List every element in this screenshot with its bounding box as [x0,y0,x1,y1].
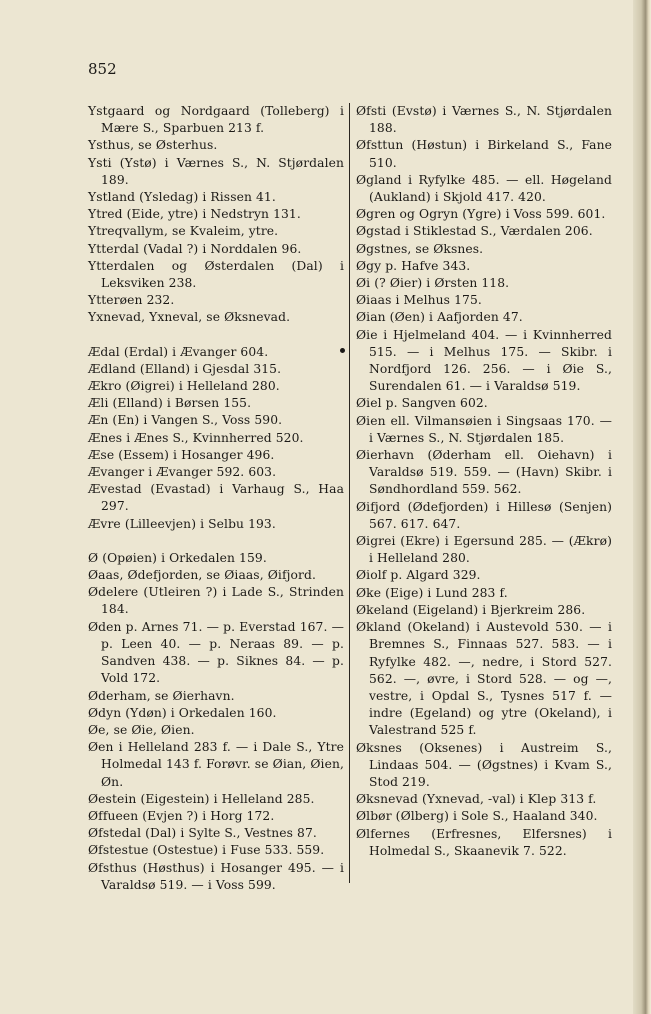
index-entry: Ytreqvallym, se Kvaleim, ytre. [88,224,279,239]
index-entry: Ysthus, se Østerhus. [88,138,218,153]
page-number: 852 [88,60,117,78]
index-entry: Ævre (Lilleevjen) i Selbu 193. [88,516,276,531]
index-entry: Æli (Elland) i Børsen 155. [88,396,252,411]
index-entry: Øierhavn (Øderham ell. Oiehavn) i Varaldsø 519. 559. — (Havn) Skibr. i Søndhordland 559. 562. [356,448,612,497]
index-entry: Øfsthus (Høsthus) i Hosanger 495. — i Varaldsø 519. — i Voss 599. [88,860,344,892]
index-entry: Ødelere (Utleiren ?) i Lade S., Strinden 184. [88,585,344,617]
index-entry: Øden p. Arnes 71. — p. Everstad 167. — p. Leen 40. — p. Neraas 89. — p. Sandven 438. — p. Siknes 84. — p. Vold 172. [88,619,344,686]
index-entry: Ænes i Ænes S., Kvinnherred 520. [88,430,304,445]
index-entry: Øffueen (Evjen ?) i Horg 172. [88,808,275,823]
index-entry: Øestein (Eigestein) i Helleland 285. [88,791,315,806]
index-entry: Ytterdalen og Østerdalen (Dal) i Leksviken 238. [88,258,344,291]
index-entry: Øfstedal (Dal) i Sylte S., Vestnes 87. [88,826,317,841]
index-entry: Øe, se Øie, Øien. [88,722,195,737]
index-entry: Ædal (Erdal) i Ævanger 604. [88,344,269,359]
index-entry: Øfsti (Evstø) i Værnes S., N. Stjørdalen 188. [356,104,612,136]
index-entry: Ø (Opøien) i Orkedalen 159. [88,550,267,565]
index-entry: Øgren og Ogryn (Ygre) i Voss 599. 601. [356,207,606,222]
index-entry: Øgy p. Hafve 343. [356,258,471,273]
index-entry: Økeland (Eigeland) i Bjerkreim 286. [356,602,586,617]
index-entry: Øgstnes, se Øksnes. [356,241,484,256]
index-entry: Øi (? Øier) i Ørsten 118. [356,276,510,291]
index-entry: Øfsttun (Høstun) i Birkeland S., Fane 510. [356,138,612,170]
index-entry: Øiolf p. Algard 329. [356,568,481,583]
index-entry: Øien ell. Vilmansøien i Singsaas 170. — i Værnes S., N. Stjørdalen 185. [356,413,612,445]
index-entry: Øgstad i Stiklestad S., Værdalen 206. [356,224,593,239]
index-entry: Øaas, Ødefjorden, se Øiaas, Øifjord. [88,568,316,583]
index-entry: Ølfernes (Erfresnes, Elfersnes) i Holmedal S., Skaanevik 7. 522. [356,826,612,858]
index-entry: Ystland (Ysledag) i Rissen 41. [88,190,276,205]
index-entry: Yxnevad, Yxneval, se Øksnevad. [88,310,291,325]
index-entry: Ytred (Eide, ytre) i Nedstryn 131. [88,207,301,222]
index-entry: Ævestad (Evastad) i Varhaug S., Haa 297. [88,482,344,514]
index-entry: Økland (Okeland) i Austevold 530. — i Bremnes S., Finnaas 527. 583. — i Ryfylke 482. —, nedre, i Stord 527. 562. —, øvre, i Stord 528. — og —, vestre, i Opdal S., Tysnes 517 f. — indre (Egeland) og ytre (Okeland), i Valestrand 525 f. [356,620,612,738]
index-entry: Ødyn (Ydøn) i Orkedalen 160. [88,705,277,720]
page-edge [633,0,651,1014]
index-entry: Øifjord (Ødefjorden) i Hillesø (Senjen) 567. 617. 647. [356,499,612,531]
index-entry: Æse (Essem) i Hosanger 496. [88,447,275,462]
index-entry: Øian (Øen) i Aafjorden 47. [356,310,523,325]
index-entry: Ytterdal (Vadal ?) i Norddalen 96. [88,241,302,256]
index-entry: Øfstestue (Ostestue) i Fuse 533. 559. [88,843,325,858]
right-column [356,103,612,860]
column-divider [349,103,350,883]
index-entry: Ækro (Øigrei) i Helleland 280. [88,379,280,394]
index-entry: Ytterøen 232. [88,293,175,308]
index-entry: Øksnes (Oksenes) i Austreim S., Lindaas 504. — (Øgstnes) i Kvam S., Stod 219. [356,740,612,789]
index-entry: Ølbør (Ølberg) i Sole S., Haaland 340. [356,809,598,824]
index-entry: Ysti (Ystø) i Værnes S., N. Stjørdalen 189. [88,155,344,187]
index-entry: Øiaas i Melhus 175. [356,293,482,308]
index-entry: Øie i Hjelmeland 404. — i Kvinnherred 515. — i Melhus 175. — Skibr. i Nordfjord 126. 256. — i Øie S., Surendalen 61. — i Varaldsø 519. [356,327,612,394]
index-entry: Øksnevad (Yxnevad, -val) i Klep 313 f. [356,792,597,807]
index-entry: Øderham, se Øierhavn. [88,688,235,703]
index-entry: Øigrei (Ekre) i Egersund 285. — (Ækrø) i Helleland 280. [356,534,612,566]
index-entry: Øke (Eige) i Lund 283 f. [356,585,508,600]
left-column [88,103,344,894]
index-entry: Øen i Helleland 283 f. — i Dale S., Ytre Holmedal 143 f. Forøvr. se Øian, Øien, Øn. [88,740,344,789]
index-entry: Øgland i Ryfylke 485. — ell. Høgeland (Aukland) i Skjold 417. 420. [356,172,612,205]
index-entry: Æn (En) i Vangen S., Voss 590. [88,413,283,428]
index-entry: Ædland (Elland) i Gjesdal 315. [88,361,282,376]
index-entry: Ævanger i Ævanger 592. 603. [88,465,277,480]
index-entry: Ystgaard og Nordgaard (Tolleberg) i Mære S., Sparbuen 213 f. [88,104,344,136]
index-entry: Øiel p. Sangven 602. [356,396,488,411]
